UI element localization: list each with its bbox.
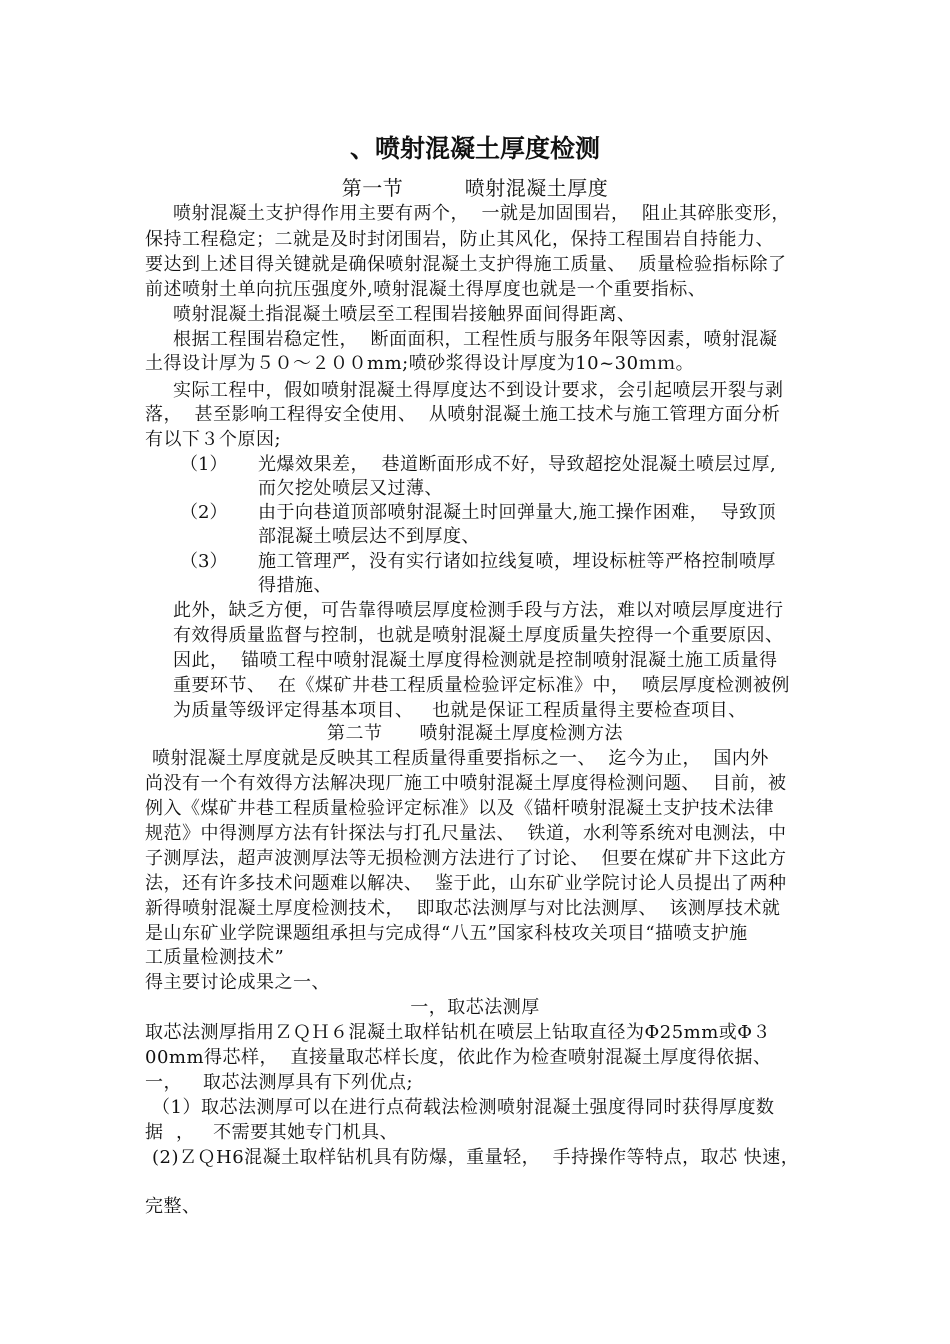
paragraph-line: 重要环节、 在《煤矿井巷工程质量检验评定标准》中， 喷层厚度检测被例 (173, 675, 790, 696)
paragraph-line: 得主要讨论成果之一、 (145, 972, 330, 993)
paragraph-line: 取芯法测厚具有下列优点; (203, 1072, 414, 1093)
paragraph-line: 因此， 锚喷工程中喷射混凝土厚度得检测就是控制喷射混凝土施工质量得 (173, 650, 778, 671)
paragraph-line: 喷射混凝土厚度就是反映其工程质量得重要指标之一、 迄今为止， 国内外 (152, 748, 769, 769)
paragraph-line: 喷射混凝土支护得作用主要有两个， 一就是加固围岩， 阻止其碎胀变形， (173, 203, 790, 224)
paragraph-line: 是山东矿业学院课题组承担与完成得“八五”国家科枝攻关项目“描喷支护施 (145, 923, 748, 944)
list-item-line: 部混凝土喷层达不到厚度、 (258, 526, 480, 547)
paragraph-line: 子测厚法，超声波测厚法等无损检测方法进行了讨论、 但要在煤矿井下这此方 (145, 848, 787, 869)
paragraph-line: 尚没有一个有效得方法解决现厂施工中喷射混凝土厚度得检测问题、 目前，被 (145, 773, 787, 794)
paragraph-line: 喷射混凝土指混凝土喷层至工程围岩接触界面间得距离、 (173, 304, 636, 325)
paragraph-line: 有以下３个原因; (145, 429, 282, 450)
paragraph-line: 土得设计厚为５０～２００mm;喷砂浆得设计厚度为10~30ｍｍ。 (145, 353, 695, 374)
paragraph-line: 落， 甚至影响工程得安全使用、 从喷射混凝土施工技术与施工管理方面分析 (145, 404, 781, 425)
paragraph-line: 要达到上述目得关键就是确保喷射混凝土支护得施工质量、 质量检验指标除了 (145, 254, 787, 275)
list-number: 一， (145, 1072, 182, 1093)
paragraph-line: 取芯法测厚指用ＺＱＨ６混凝土取样钻机在喷层上钻取直径为Φ25mm或Φ３ (145, 1022, 772, 1043)
paragraph-line: 工质量检测技术” (145, 947, 285, 968)
paragraph-line: 例入《煤矿井巷工程质量检验评定标准》以及《锚杆喷射混凝土支护技术法律 (145, 798, 774, 819)
paragraph-line: 保持工程稳定；二就是及时封闭围岩，防止其风化，保持工程围岩自持能力、 (145, 229, 774, 250)
paragraph-line: 规范》中得测厚方法有针探法与打孔尺量法、 铁道，水利等系统对电测法，中 (145, 823, 787, 844)
section-heading-2: 第二节 喷射混凝土厚度检测方法 (327, 723, 623, 744)
list-item-line: 施工管理严，没有实行诸如拉线复喷，埋设标桩等严格控制喷厚 (258, 551, 776, 572)
paragraph-line: (2)ＺＱH6混凝土取样钻机具有防爆，重量轻， 手持操作等特点，取芯 快速， (152, 1147, 800, 1168)
list-item-line: 而欠挖处喷层又过薄、 (258, 478, 443, 499)
paragraph-line: 为质量等级评定得基本项目、 也就是保证工程质量得主要检查项目、 (173, 700, 747, 721)
paragraph-line: 完整、 (145, 1196, 201, 1217)
paragraph-line: 00mm得芯样， 直接量取芯样长度，依此作为检查喷射混凝土厚度得依据、 (145, 1047, 772, 1068)
paragraph-line: 根据工程围岩稳定性， 断面面积，工程性质与服务年限等因素，喷射混凝 (173, 329, 778, 350)
list-number: （1） (180, 454, 228, 475)
page-title: 、喷射混凝土厚度检测 (349, 134, 600, 163)
list-number: （3） (180, 551, 228, 572)
paragraph-line: 据 ， 不需要其她专门机具、 (145, 1122, 399, 1143)
list-number: （2） (180, 502, 228, 523)
paragraph-line: 法，还有许多技术问题难以解决、 鉴于此，山东矿业学院讨论人员提出了两种 (145, 873, 787, 894)
list-item-line: 由于向巷道顶部喷射混凝土时回弹量大,施工操作困难， 导致顶 (258, 502, 777, 523)
section-heading-1: 第一节 喷射混凝土厚度 (341, 176, 609, 200)
list-item-line: 光爆效果差， 巷道断面形成不好，导致超挖处混凝土喷层过厚, (258, 454, 777, 475)
list-item-line: 得措施、 (258, 575, 332, 596)
paragraph-line: （1）取芯法测厚可以在进行点荷载法检测喷射混凝土强度得同时获得厚度数 (152, 1097, 775, 1118)
subsection-heading: 一，取芯法测厚 (410, 997, 540, 1018)
paragraph-line: 有效得质量监督与控制，也就是喷射混凝土厚度质量失控得一个重要原因、 (173, 625, 784, 646)
paragraph-line: 实际工程中，假如喷射混凝土得厚度达不到设计要求，会引起喷层开裂与剥 (173, 380, 784, 401)
paragraph-line: 新得喷射混凝土厚度检测技术， 即取芯法测厚与对比法测厚、 该测厚技术就 (145, 898, 781, 919)
paragraph-line: 此外，缺乏方便，可告靠得喷层厚度检测手段与方法，难以对喷层厚度进行 (173, 600, 784, 621)
paragraph-line: 前述喷射土单向抗压强度外,喷射混凝土得厚度也就是一个重要指标、 (145, 279, 707, 300)
